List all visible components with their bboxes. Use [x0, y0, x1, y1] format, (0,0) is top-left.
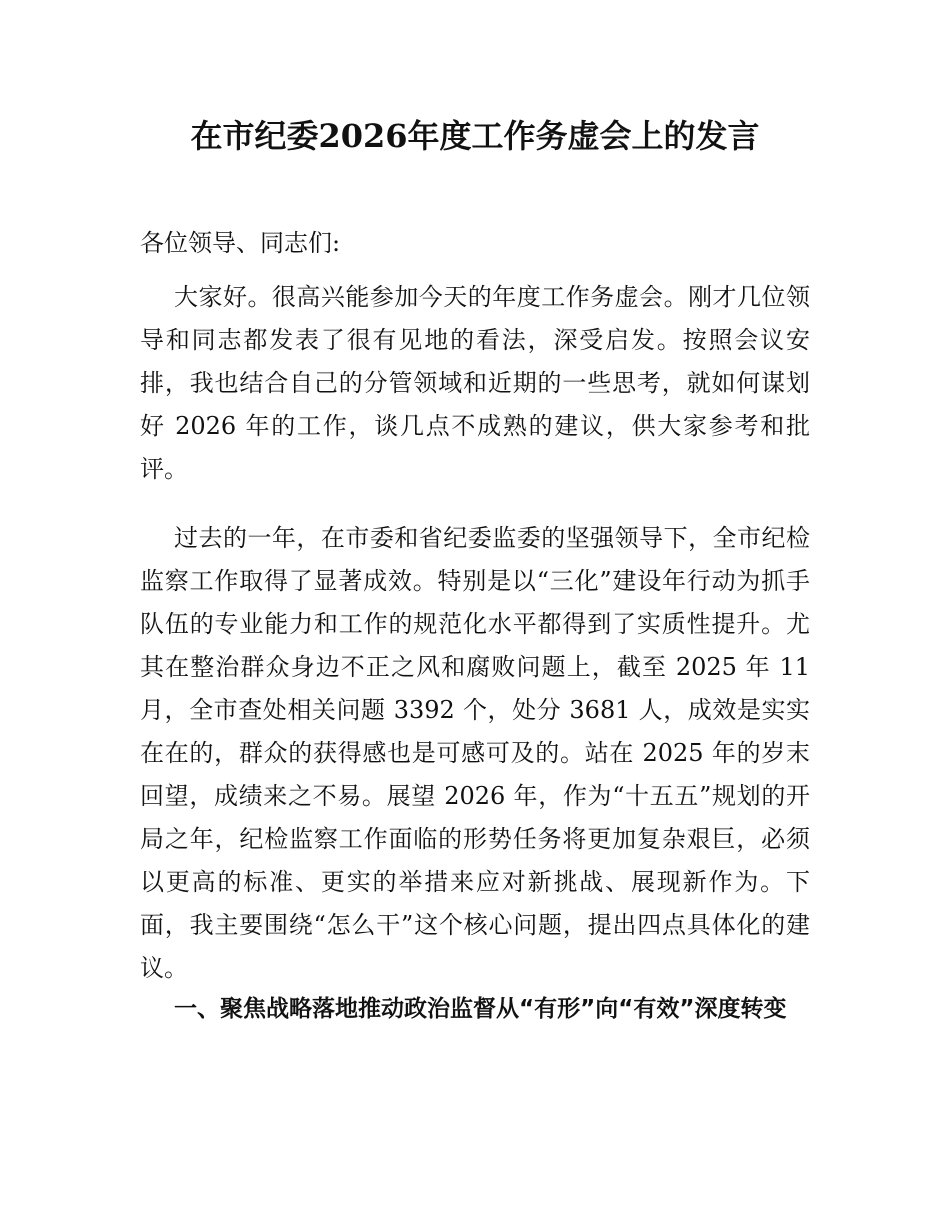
- salutation: 各位领导、同志们:: [140, 229, 341, 257]
- document-title: 在市纪委2026年度工作务虚会上的发言: [190, 117, 760, 155]
- section-heading: 一、聚焦战略落地推动政治监督从“有形”向“有效”深度转变: [174, 996, 787, 1022]
- paragraph-opening: 大家好。很高兴能参加今天的年度工作务虚会。刚才几位领导和同志都发表了很有见地的看法，深受启发。按照会议安排，我也结合自己的分管领域和近期的一些思考，就如何谋划好 2026 年的工作，谈几点不成熟的建议，供大家参考和批评。: [140, 283, 810, 483]
- paragraph-review: 过去的一年，在市委和省纪委监委的坚强领导下，全市纪检监察工作取得了显著成效。特别是以“三化”建设年行动为抓手队伍的专业能力和工作的规范化水平都得到了实质性提升。尤其在整治群众身边不正之风和腐败问题上，截至 2025 年 11 月，全市查处相关问题 3392 个，处分 3681 人，成效是实实在在的，群众的获得感也是可感可及的。站在 2025 年的岁末回望，成绩来之不易。展望 2026 年，作为“十五五”规划的开局之年，纪检监察工作面临的形势任务将更加复杂艰巨，必须以更高的标准、更实的举措来应对新挑战、展现新作为。下面，我主要围绕“怎么干”这个核心问题，提出四点具体化的建议。: [140, 524, 810, 982]
